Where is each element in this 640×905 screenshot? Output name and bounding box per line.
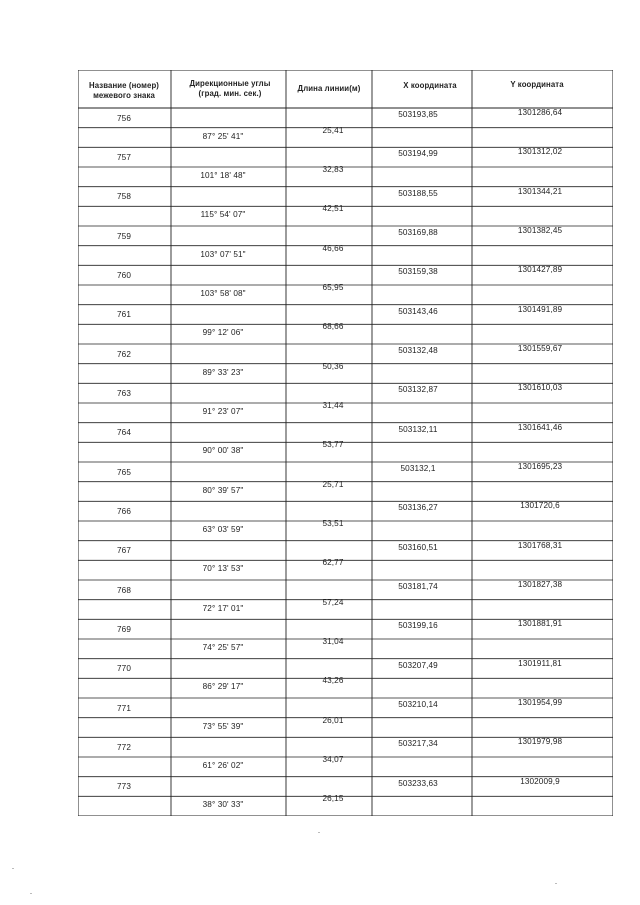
y-coordinate-cell: 1301827,38 [517,579,563,589]
direction-angle-cell: 115° 54' 07" [200,210,246,220]
y-coordinate-cell: 1301312,02 [517,147,563,157]
direction-angle-cell: 90° 00' 38" [202,446,244,456]
direction-angle-cell: 80° 39' 57" [202,485,244,495]
point-name-cell: 762 [117,349,131,359]
y-coordinate-cell: 1301427,89 [517,265,563,275]
header-x-coordinate: X координата [403,81,457,90]
x-coordinate-cell: 503194,99 [398,149,438,159]
x-coordinate-cell: 503132,1 [400,463,436,473]
direction-angle-cell: 63° 03' 59" [202,524,244,534]
y-coordinate-cell: 1301382,45 [517,225,563,235]
y-coordinate-cell: 1301491,89 [517,304,563,314]
y-coordinate-cell: 1301954,99 [517,697,563,707]
line-length-cell: 25,71 [322,479,344,489]
y-coordinate-cell: 1301695,23 [517,461,563,471]
y-coordinate-cell: 1301610,03 [517,383,563,393]
point-name-cell: 757 [117,153,131,163]
line-length-cell: 25,41 [322,125,344,135]
line-length-cell: 26,01 [322,715,344,725]
y-coordinate-cell: 1301559,67 [517,343,563,353]
x-coordinate-cell: 503132,87 [398,385,438,395]
x-coordinate-cell: 503199,16 [398,621,438,631]
point-name-cell: 768 [117,585,131,595]
line-length-cell: 57,24 [322,597,344,607]
line-length-cell: 68,66 [322,322,344,332]
line-length-cell: 46,66 [322,243,344,253]
scan-speck [30,893,32,894]
x-coordinate-cell: 503132,48 [398,345,438,355]
line-length-cell: 50,36 [322,361,344,371]
y-coordinate-cell: 1301641,46 [517,422,563,432]
y-coordinate-cell: 1302009,9 [520,776,560,786]
x-coordinate-cell: 503160,51 [398,542,438,552]
line-length-cell: 65,95 [322,282,344,292]
line-length-cell: 53,51 [322,518,344,528]
y-coordinate-cell: 1301911,81 [518,658,562,668]
x-coordinate-cell: 503132,11 [398,424,438,434]
line-length-cell: 53,77 [322,440,344,450]
point-name-cell: 763 [117,389,131,399]
point-name-cell: 767 [117,546,131,556]
point-name-cell: 760 [117,271,131,281]
line-length-cell: 43,26 [322,676,344,686]
direction-angle-cell: 87° 25' 41" [202,131,244,141]
point-name-cell: 773 [117,782,131,792]
x-coordinate-cell: 503188,55 [398,188,438,198]
x-coordinate-cell: 503181,74 [398,581,438,591]
coordinates-table [78,70,613,816]
line-length-cell: 34,07 [322,754,344,764]
point-name-cell: 756 [117,113,131,123]
point-name-cell: 761 [117,310,131,320]
point-name-cell: 765 [117,467,131,477]
point-name-cell: 770 [117,664,131,674]
direction-angle-cell: 86° 29' 17" [202,682,244,692]
x-coordinate-cell: 503210,14 [398,699,438,709]
direction-angle-cell: 70° 13' 53" [202,564,244,574]
x-coordinate-cell: 503169,88 [398,227,438,237]
scan-speck [318,832,320,833]
line-length-cell: 31,04 [322,636,344,646]
point-name-cell: 769 [117,625,131,635]
point-name-cell: 759 [117,231,131,241]
y-coordinate-cell: 1301720,6 [520,501,560,511]
header-point-name: Название (номер) межевого знака [89,81,159,100]
x-coordinate-cell: 503159,38 [398,267,438,277]
x-coordinate-cell: 503136,27 [398,503,438,513]
x-coordinate-cell: 503207,49 [398,660,438,670]
line-length-cell: 26,15 [322,794,344,804]
direction-angle-cell: 73° 55' 39" [202,721,244,731]
x-coordinate-cell: 503193,85 [398,109,438,119]
header-line-length: Длина линии(м) [297,84,361,93]
point-name-cell: 772 [117,743,131,753]
direction-angle-cell: 103° 07' 51" [200,249,246,259]
line-length-cell: 62,77 [322,558,344,568]
x-coordinate-cell: 503233,63 [398,778,438,788]
direction-angle-cell: 91° 23' 07" [202,406,244,416]
point-name-cell: 758 [117,192,131,202]
scan-speck [555,883,557,884]
header-y-coordinate: Y координата [510,80,564,89]
scan-speck [12,868,14,869]
y-coordinate-cell: 1301344,21 [517,186,563,196]
line-length-cell: 31,44 [322,400,344,410]
direction-angle-cell: 72° 17' 01" [202,603,244,613]
x-coordinate-cell: 503217,34 [398,739,438,749]
y-coordinate-cell: 1301286,64 [517,107,563,117]
point-name-cell: 764 [117,428,131,438]
x-coordinate-cell: 503143,46 [398,306,438,316]
line-length-cell: 42,51 [322,204,344,214]
header-direction-angle: Дирекционные углы (град. мин. сек.) [189,79,271,98]
y-coordinate-cell: 1301881,91 [517,619,563,629]
y-coordinate-cell: 1301768,31 [517,540,563,550]
point-name-cell: 771 [117,703,131,713]
direction-angle-cell: 89° 33' 23" [202,367,244,377]
y-coordinate-cell: 1301979,98 [517,737,563,747]
direction-angle-cell: 99° 12' 06" [202,328,244,338]
direction-angle-cell: 74° 25' 57" [202,642,244,652]
direction-angle-cell: 38° 30' 33" [202,800,244,810]
point-name-cell: 766 [117,507,131,517]
direction-angle-cell: 61° 26' 02" [202,760,244,770]
direction-angle-cell: 101° 18' 48" [200,170,246,180]
line-length-cell: 32,83 [322,164,344,174]
direction-angle-cell: 103° 58' 08" [200,288,246,298]
